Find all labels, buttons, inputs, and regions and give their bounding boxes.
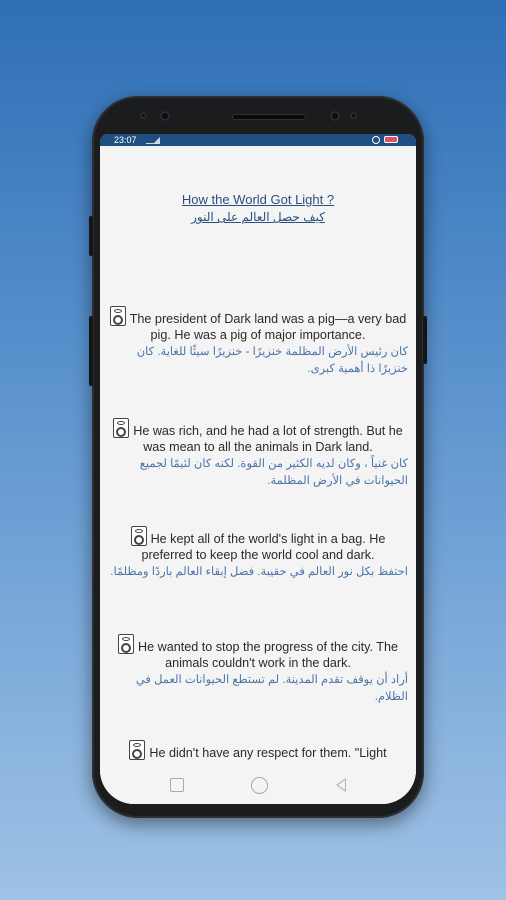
- alarm-icon: [372, 136, 380, 144]
- story-paragraph-2: [108, 418, 408, 490]
- earpiece-speaker: [232, 114, 306, 120]
- iris-scanner-icon: [330, 111, 340, 121]
- paragraph-en: He wanted to stop the progress of the city. The animals couldn't work in the dark.: [138, 640, 398, 670]
- paragraph-ar: أراد أن يوقف تقدم المدينة. لم تستطع الحيوانات العمل في الظلام.: [135, 674, 408, 703]
- battery-icon: [384, 136, 398, 143]
- story-title-ar: كيف حصل العالم على النور: [191, 210, 325, 224]
- power-button: [423, 316, 427, 364]
- story-paragraph-4: [108, 634, 408, 706]
- status-time: 23:07: [114, 135, 137, 145]
- story-paragraph-3: [108, 526, 408, 581]
- sensor-icon: [140, 112, 147, 119]
- front-camera-icon: [160, 111, 170, 121]
- android-nav-bar: [100, 766, 416, 804]
- paragraph-ar: احتفظ بكل نور العالم في حقيبة. فضل إبقاء العالم باردًا ومظلمًا.: [110, 566, 408, 578]
- home-icon[interactable]: [251, 777, 268, 794]
- paragraph-ar: كان رئيس الأرض المظلمة خنزيرًا - خنزيرًا سيئًا للغاية. كان خنزيرًا ذا أهمية كبرى.: [136, 346, 408, 375]
- bixby-button: [89, 316, 93, 386]
- speaker-icon[interactable]: [110, 306, 126, 326]
- speaker-icon[interactable]: [113, 418, 129, 438]
- paragraph-en: The president of Dark land was a pig—a very bad pig. He was a pig of major importance.: [129, 312, 407, 342]
- speaker-icon[interactable]: [131, 526, 147, 546]
- paragraph-en: He didn't have any respect for them. "Light: [149, 746, 387, 760]
- phone-frame: [92, 96, 424, 818]
- paragraph-ar: كان غنياً ، وكان لديه الكثير من القوة. لكنه كان لئيمًا لجميع الحيوانات في الأرض المظلمة.: [139, 458, 408, 487]
- paragraph-en: He kept all of the world's light in a bag. He preferred to keep the world cool and dark.: [141, 532, 386, 562]
- top-bezel: [92, 96, 424, 136]
- story-content[interactable]: [100, 146, 416, 766]
- story-paragraph-1: [108, 306, 408, 378]
- story-title-en: How the World Got Light ?: [181, 192, 335, 207]
- recent-apps-icon[interactable]: [170, 778, 184, 792]
- speaker-icon[interactable]: [118, 634, 134, 654]
- back-icon[interactable]: [336, 778, 346, 792]
- paragraph-en: He was rich, and he had a lot of strength. But he was mean to all the animals in Dark land.: [133, 424, 403, 454]
- volume-button: [89, 216, 93, 256]
- speaker-icon[interactable]: [129, 740, 145, 760]
- screen: [100, 134, 416, 804]
- proximity-sensor-icon: [350, 112, 357, 119]
- status-bar: [100, 134, 416, 146]
- signal-icon: [146, 137, 160, 144]
- story-paragraph-5: [108, 740, 408, 761]
